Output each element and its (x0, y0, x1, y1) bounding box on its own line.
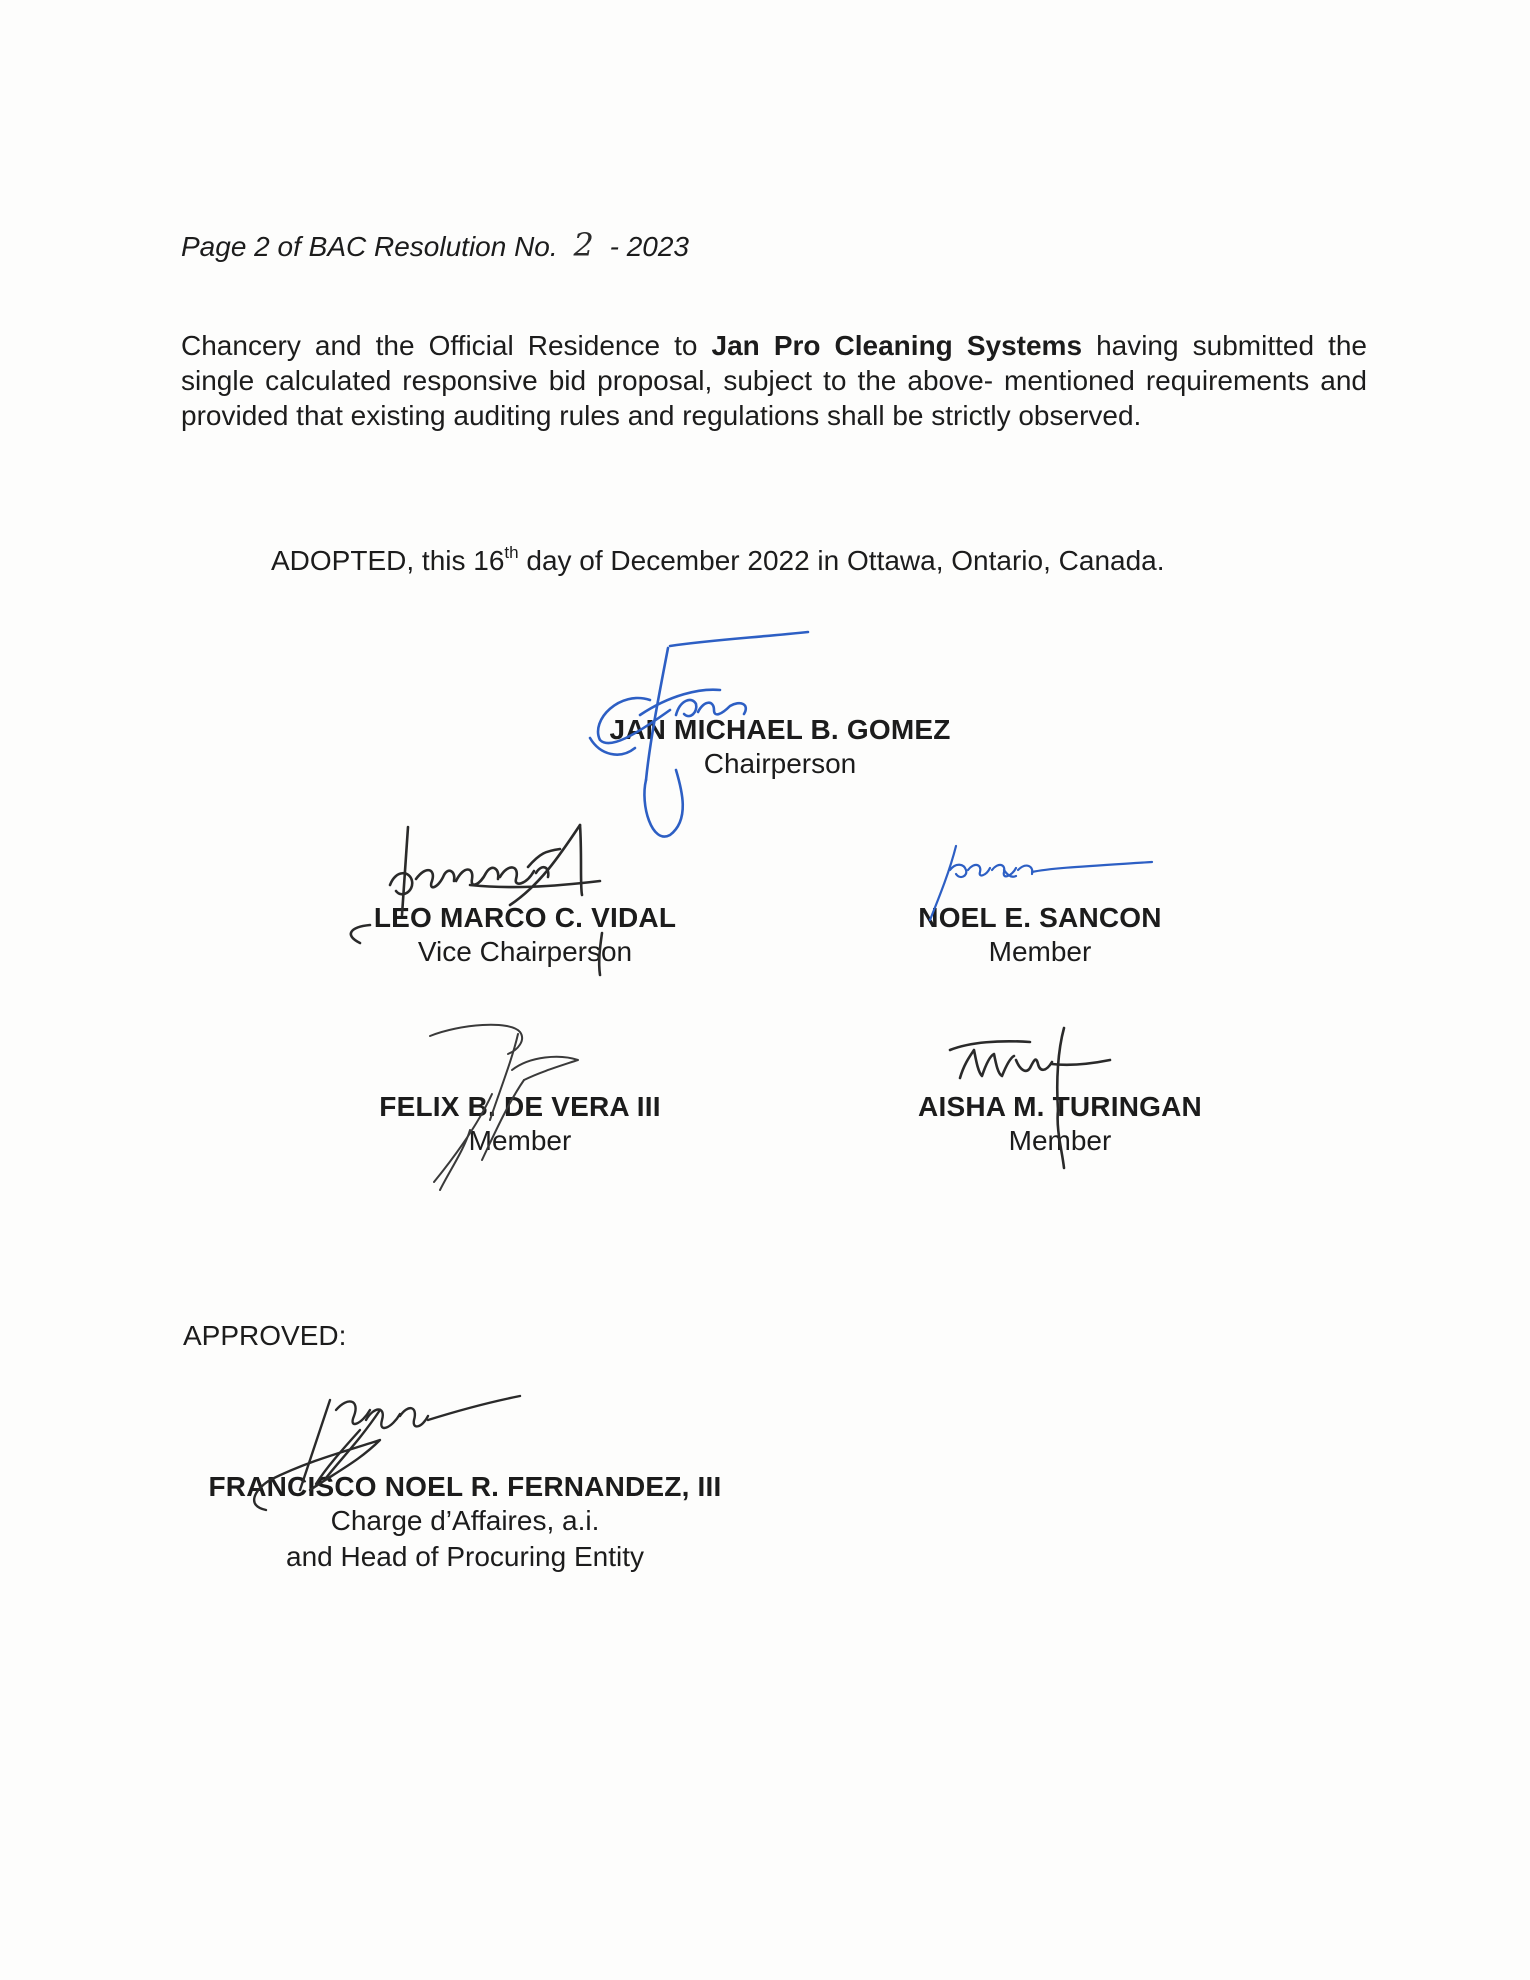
signatory-name: JAN MICHAEL B. GOMEZ (609, 714, 951, 745)
signatory-role: Member (1008, 1125, 1112, 1156)
header-suffix: - 2023 (609, 231, 689, 262)
ordinal-suffix: th (504, 543, 519, 562)
adopted-statement (271, 543, 1165, 577)
adopted-text-start: ADOPTED, this 16 (271, 545, 505, 576)
paragraph-text-end: having submitted the single calculated responsive bid proposal, subject to the above- mentioned requirements and provided that existing auditing rules and regulations shall be strictly observed. (181, 330, 1367, 431)
signatory-role: Vice Chairperson (417, 936, 633, 967)
signatory-member-turingan (870, 1091, 1250, 1159)
signatory-name: AISHA M. TURINGAN (918, 1091, 1202, 1122)
signatory-role-line-2: and Head of Procuring Entity (286, 1541, 644, 1572)
signatory-role: Member (988, 936, 1092, 967)
paragraph-text-start: Chancery and the Official Residence to (181, 330, 712, 361)
page-header (181, 226, 689, 264)
signatory-vice-chairperson (340, 902, 710, 970)
resolution-paragraph (181, 328, 1367, 433)
signatory-member-sancon (860, 902, 1220, 970)
header-prefix: Page 2 of BAC Resolution No. (181, 231, 558, 262)
adopted-text-end: day of December 2022 in Ottawa, Ontario, Canada. (518, 545, 1165, 576)
signatory-name: FRANCISCO NOEL R. FERNANDEZ, III (208, 1471, 722, 1502)
approved-label: APPROVED: (183, 1320, 347, 1351)
signatory-chairperson (560, 714, 1000, 782)
signatory-name: NOEL E. SANCON (918, 902, 1162, 933)
handwritten-resolution-number: 2 (573, 226, 594, 264)
signatory-member-de-vera (335, 1091, 705, 1159)
signatory-name: FELIX B. DE VERA III (379, 1091, 661, 1122)
awardee-name: Jan Pro Cleaning Systems (711, 330, 1083, 361)
signatory-role-line-1: Charge d’Affaires, a.i. (330, 1505, 600, 1536)
signatory-head-of-procuring-entity (180, 1471, 750, 1575)
signatory-role: Chairperson (703, 748, 857, 779)
signatory-role: Member (468, 1125, 572, 1156)
signatory-name: LEO MARCO C. VIDAL (373, 902, 677, 933)
